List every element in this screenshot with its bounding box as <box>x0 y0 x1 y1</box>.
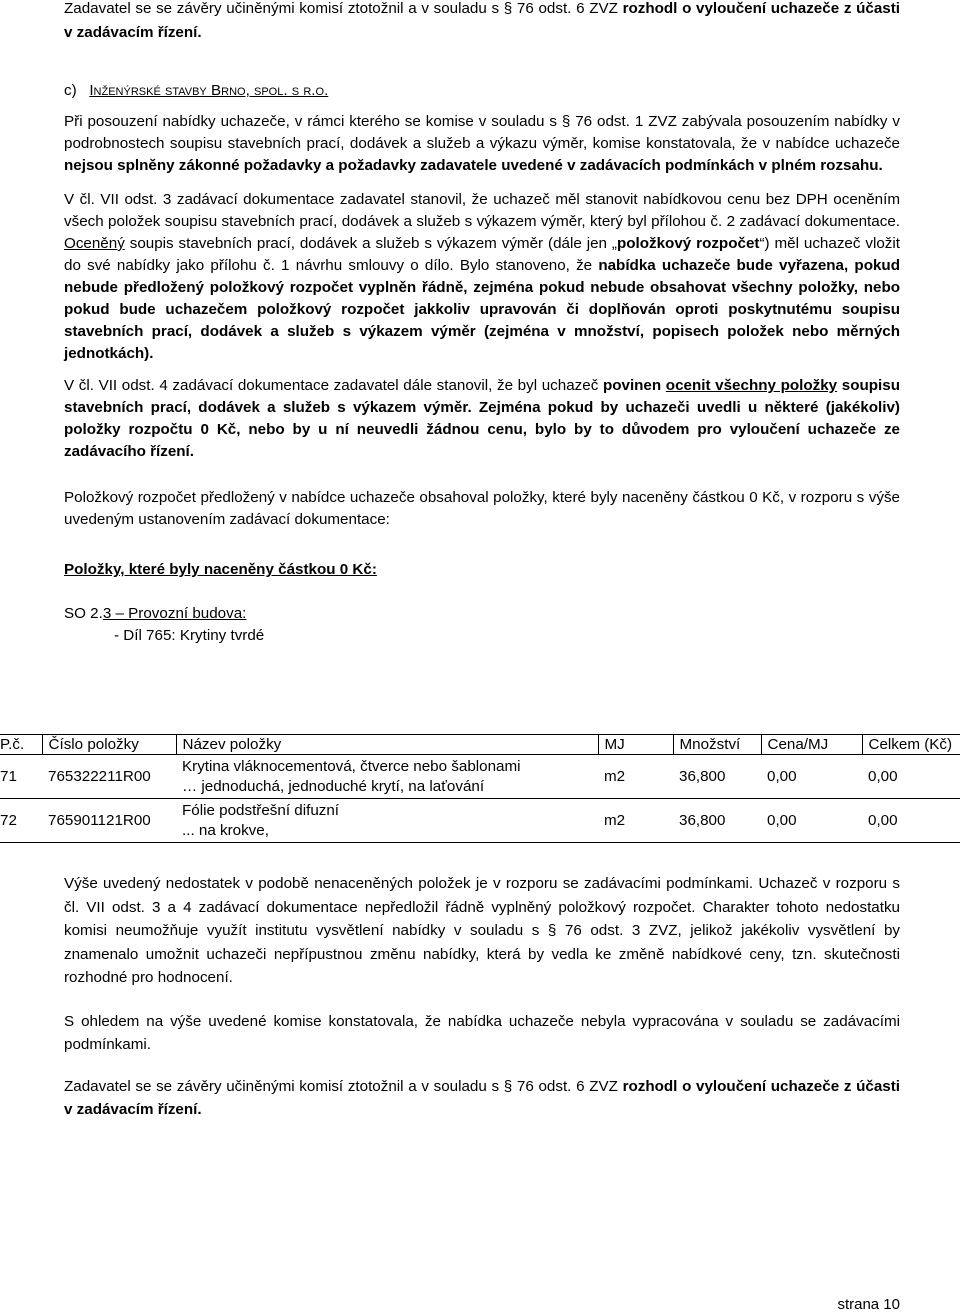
item-code: 765322211R00 <box>48 767 151 785</box>
table-row <box>0 799 960 843</box>
item-name-line2: ... na krokve, <box>182 821 269 839</box>
text-underline: Oceněný <box>64 235 125 252</box>
item-quantity: 36,800 <box>679 811 726 829</box>
table-header-row <box>0 735 960 755</box>
col-header: Číslo položky <box>42 735 176 755</box>
text-bold-underline: ocenit všechny položky <box>665 377 838 394</box>
text-bold: povinen <box>602 377 666 394</box>
text-bold: soupisu stavebních prací, dodávek a služeb s výkazem výměr. <box>64 377 900 416</box>
items-table-wrapper <box>0 734 960 843</box>
item-code: 765901121R00 <box>48 811 151 829</box>
item-total: 0,00 <box>868 767 898 785</box>
table-row <box>0 755 960 799</box>
text-bold: položkový rozpočet <box>616 235 760 252</box>
section-letter: c) <box>64 82 77 99</box>
col-header: P.č. <box>0 735 42 755</box>
text-bold: nejsou splněny zákonné požadavky a požadavky zadavatele uvedené v zadávacích podmínkách v plném rozsahu. <box>64 157 883 174</box>
item-unit: m2 <box>604 811 626 829</box>
dil-label: - Díl 765: Krytiny tvrdé <box>114 627 265 644</box>
col-header: Název položky <box>176 735 598 755</box>
text: V čl. VII odst. 4 zadávací dokumentace zadavatel dále stanovil, že byl uchazeč <box>64 377 603 394</box>
text-bold: Zejména pokud by uchazeči uvedli u některé (jakékoliv) položky rozpočtu 0 Kč, nebo by u ní neuvedli žádnou cenu, bylo by to důvodem pro vyloučení uchazeče ze zadávacího řízení. <box>64 399 900 460</box>
row-number: 72 <box>0 811 17 829</box>
text: S ohledem na výše uvedené komise konstatovala, že nabídka uchazeče nebyla vypracována v souladu se zadávacími podmínkami. <box>64 1012 900 1053</box>
item-name <box>176 755 598 799</box>
item-name-line2: … jednoduchá, jednoduché krytí, na laťování <box>182 777 485 795</box>
item-unit: m2 <box>604 767 626 785</box>
row-number: 71 <box>0 767 17 785</box>
section-c <box>64 80 900 647</box>
decision-text: rozhodl o vyloučení uchazeče z účasti v zadávacím řízení. <box>64 0 900 41</box>
text <box>472 399 479 416</box>
col-header: Celkem (Kč) <box>862 735 960 755</box>
so-title: 3 – Provozní budova: <box>102 605 247 622</box>
text: Při posouzení nabídky uchazeče, v rámci kterého se komise v souladu s § 76 odst. 1 ZVZ zabývala posouzením nabídky v podrobnostech soupisu stavebních prací, dodávek a služeb a výkazu výměr, komise konstatovala, že v nabídce uchazeče <box>64 113 900 152</box>
top-paragraph <box>64 0 900 44</box>
item-unit-price: 0,00 <box>767 767 797 785</box>
text: Zadavatel se se závěry učiněnými komisí ztotožnil a v souladu s § 76 odst. 6 ZVZ <box>64 0 623 17</box>
col-header: MJ <box>598 735 673 755</box>
item-quantity: 36,800 <box>679 767 726 785</box>
text-bold: nabídka uchazeče bude vyřazena, pokud nebude předložený položkový rozpočet vyplněn řádně, zejména pokud nebude obsahovat všechny položky, nebo pokud bude uchazečem položkový rozpočet jakkoliv upravován či doplňován oproti poskytnutému soupisu stavebních prací, dodávek a služeb s výkazem výměr (zejména v množství, popisech položek nebo měrných jednotkách). <box>64 257 900 362</box>
item-name-line1: Fólie podstřešní difuzní <box>182 801 340 819</box>
item-name <box>176 799 598 843</box>
page-number: strana 10 <box>837 1296 900 1313</box>
text: soupis stavebních prací, dodávek a služeb s výkazem výměr (dále jen „ <box>124 235 617 252</box>
text: Zadavatel se se závěry učiněnými komisí ztotožnil a v souladu s § 76 odst. 6 ZVZ <box>64 1077 623 1095</box>
items-table <box>0 734 960 843</box>
conclusion <box>64 872 900 1122</box>
col-header: Množství <box>673 735 761 755</box>
section-company-name: Inženýrské stavby Brno, spol. s r.o. <box>89 82 329 99</box>
decision-text: rozhodl o vyloučení uchazeče z účasti v zadávacím řízení. <box>64 1077 900 1118</box>
table-heading: Položky, které byly naceněny částkou 0 Kč: <box>64 561 377 578</box>
text: Položkový rozpočet předložený v nabídce uchazeče obsahoval položky, které byly naceněny částkou 0 Kč, v rozporu s výše uvedeným ustanovením zadávací dokumentace: <box>64 489 900 528</box>
so-prefix: SO 2. <box>64 605 103 622</box>
item-total: 0,00 <box>868 811 898 829</box>
text: V čl. VII odst. 3 zadávací dokumentace zadavatel stanovil, že uchazeč měl stanovit nabídkovou cenu bez DPH oceněním všech položek soupisu stavebních prací, dodávek a služeb s výkazem výměr, který byl přílohou č. 2 zadávací dokumentace. <box>64 191 900 230</box>
text: “) měl uchazeč vložit do své nabídky jako přílohu č. 1 návrhu smlouvy o dílo. Bylo stanoveno, že <box>64 235 900 274</box>
item-unit-price: 0,00 <box>767 811 797 829</box>
item-name-line1: Krytina vláknocementová, čtverce nebo šablonami <box>182 757 521 775</box>
text: Výše uvedený nedostatek v podobě nenaceněných položek je v rozporu se zadávacími podmínkami. Uchazeč v rozporu s čl. VII odst. 3 a 4 zadávací dokumentace nepředložil řádně vyplněný položkový rozpočet. Charakter tohoto nedostatku komisi neumožňuje využít institutu vysvětlení nabídky v souladu s § 76 odst. 3 ZVZ, jelikož jakékoliv vysvětlení by znamenalo umožnit uchazeči nepřípustnou změnu nabídky, která by vedla ke změně nabídkové ceny, tzn. skutečnosti rozhodné pro hodnocení. <box>64 875 900 986</box>
col-header: Cena/MJ <box>761 735 862 755</box>
